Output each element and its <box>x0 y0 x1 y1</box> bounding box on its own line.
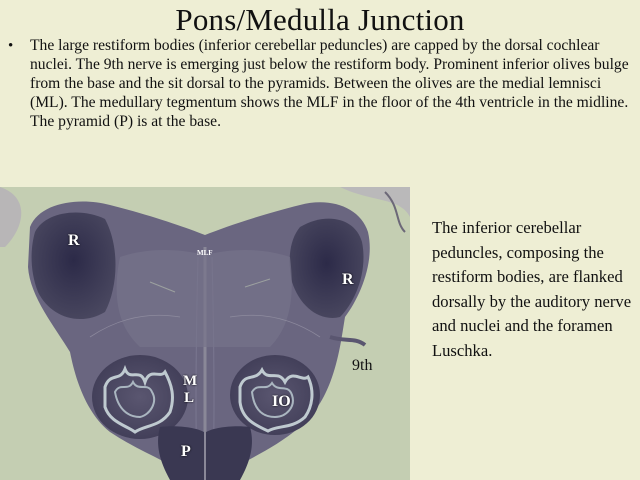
side-description: The inferior cerebellar peduncles, composing the restiform bodies, are flanked dorsally by the auditory nerve and nuclei and the foramen Luschka. <box>432 218 632 360</box>
brainstem-section-image <box>0 187 410 480</box>
bullet-text: The large restiform bodies (inferior cerebellar peduncles) are capped by the dorsal cochlear nuclei. The 9th nerve is emerging just below the restiform body. Prominent inferior olives bulge from the base and the sit dorsal to the pyramids. Between the olives are the medial lemnisci (ML). The medullary tegmentum shows the MLF in the floor of the 4th ventricle in the midline. The pyramid (P) is at the base. <box>30 37 629 130</box>
restiform-body-right-label: R <box>342 271 354 288</box>
medial-lemniscus-l-label: L <box>184 390 195 406</box>
slide-title: Pons/Medulla Junction <box>175 2 465 37</box>
medial-lemniscus-m-label: M <box>183 373 198 389</box>
pyramid-label: P <box>181 443 191 460</box>
mlf-label: MLF <box>197 249 213 257</box>
bullet-dot-icon: • <box>8 38 14 54</box>
restiform-body-left-label: R <box>68 232 80 249</box>
ninth-nerve-label: 9th <box>352 357 373 374</box>
inferior-olive-label: IO <box>272 393 291 410</box>
tissue-illustration <box>0 187 410 480</box>
